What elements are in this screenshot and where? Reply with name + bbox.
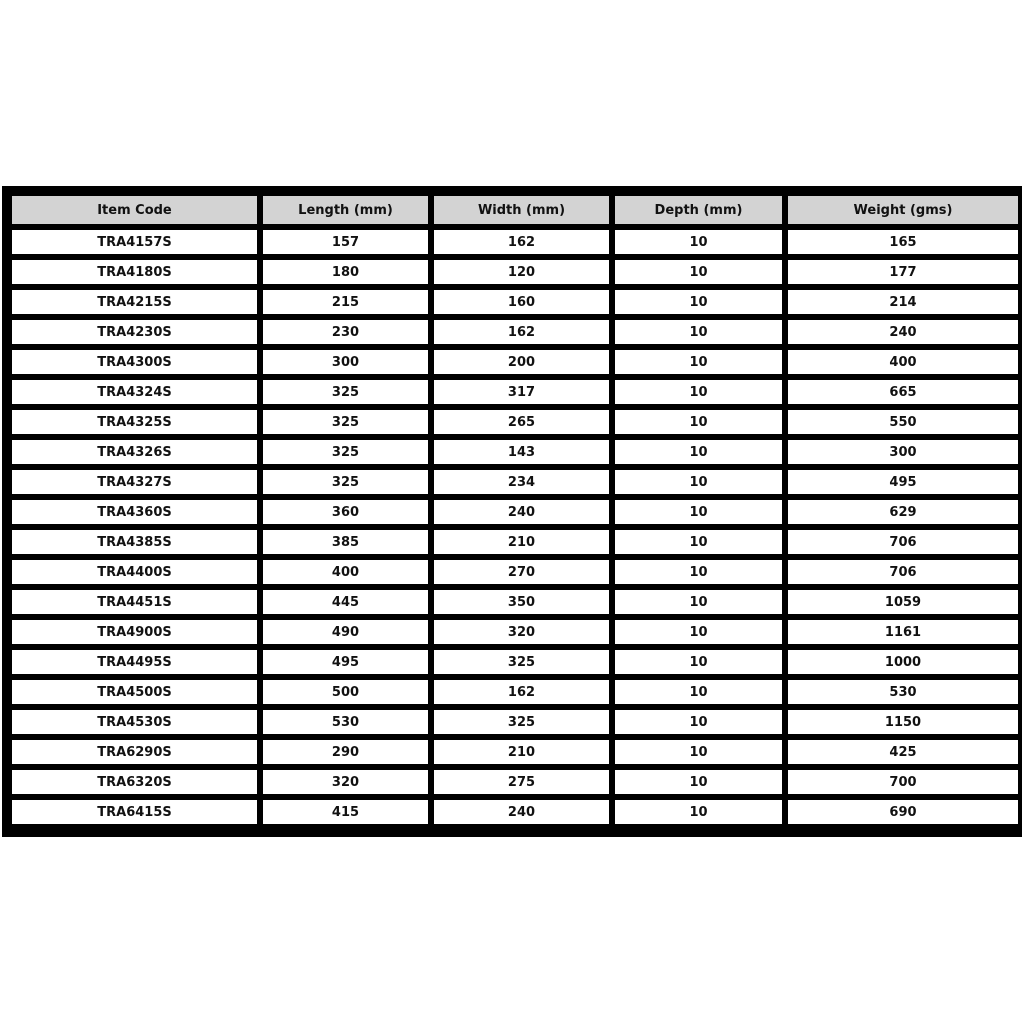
cell-item-code: TRA4360S <box>12 500 257 524</box>
cell-weight: 530 <box>788 680 1018 704</box>
cell-length: 320 <box>263 770 428 794</box>
cell-item-code: TRA4215S <box>12 290 257 314</box>
cell-item-code: TRA4385S <box>12 530 257 554</box>
cell-length: 400 <box>263 560 428 584</box>
cell-width: 265 <box>434 410 609 434</box>
cell-width: 234 <box>434 470 609 494</box>
cell-width: 270 <box>434 560 609 584</box>
cell-depth: 10 <box>615 710 782 734</box>
header-weight: Weight (gms) <box>788 196 1018 224</box>
cell-weight: 1059 <box>788 590 1018 614</box>
cell-item-code: TRA4326S <box>12 440 257 464</box>
cell-depth: 10 <box>615 770 782 794</box>
cell-item-code: TRA4495S <box>12 650 257 674</box>
cell-item-code: TRA4500S <box>12 680 257 704</box>
cell-width: 200 <box>434 350 609 374</box>
cell-item-code: TRA4400S <box>12 560 257 584</box>
header-length: Length (mm) <box>263 196 428 224</box>
header-depth: Depth (mm) <box>615 196 782 224</box>
cell-length: 495 <box>263 650 428 674</box>
cell-item-code: TRA4325S <box>12 410 257 434</box>
cell-length: 490 <box>263 620 428 644</box>
cell-item-code: TRA4327S <box>12 470 257 494</box>
cell-weight: 665 <box>788 380 1018 404</box>
cell-width: 240 <box>434 500 609 524</box>
cell-item-code: TRA4530S <box>12 710 257 734</box>
cell-length: 300 <box>263 350 428 374</box>
cell-depth: 10 <box>615 260 782 284</box>
product-dimensions-table <box>2 186 1022 837</box>
cell-length: 180 <box>263 260 428 284</box>
cell-width: 210 <box>434 530 609 554</box>
cell-depth: 10 <box>615 800 782 824</box>
table-grid <box>12 196 1016 830</box>
cell-depth: 10 <box>615 620 782 644</box>
cell-length: 230 <box>263 320 428 344</box>
cell-item-code: TRA4157S <box>12 230 257 254</box>
cell-width: 317 <box>434 380 609 404</box>
cell-depth: 10 <box>615 230 782 254</box>
cell-depth: 10 <box>615 470 782 494</box>
header-item-code: Item Code <box>12 196 257 224</box>
cell-length: 500 <box>263 680 428 704</box>
cell-width: 325 <box>434 650 609 674</box>
cell-depth: 10 <box>615 500 782 524</box>
cell-item-code: TRA6320S <box>12 770 257 794</box>
cell-depth: 10 <box>615 590 782 614</box>
cell-item-code: TRA6290S <box>12 740 257 764</box>
cell-width: 162 <box>434 230 609 254</box>
cell-weight: 165 <box>788 230 1018 254</box>
cell-depth: 10 <box>615 350 782 374</box>
cell-length: 215 <box>263 290 428 314</box>
cell-depth: 10 <box>615 560 782 584</box>
cell-depth: 10 <box>615 410 782 434</box>
cell-width: 275 <box>434 770 609 794</box>
cell-width: 162 <box>434 320 609 344</box>
cell-depth: 10 <box>615 440 782 464</box>
cell-length: 325 <box>263 380 428 404</box>
cell-length: 325 <box>263 440 428 464</box>
cell-length: 157 <box>263 230 428 254</box>
cell-item-code: TRA4324S <box>12 380 257 404</box>
cell-width: 160 <box>434 290 609 314</box>
cell-weight: 177 <box>788 260 1018 284</box>
cell-item-code: TRA4900S <box>12 620 257 644</box>
cell-depth: 10 <box>615 650 782 674</box>
cell-weight: 1000 <box>788 650 1018 674</box>
cell-width: 240 <box>434 800 609 824</box>
cell-weight: 706 <box>788 530 1018 554</box>
cell-weight: 690 <box>788 800 1018 824</box>
cell-length: 325 <box>263 470 428 494</box>
cell-weight: 700 <box>788 770 1018 794</box>
cell-depth: 10 <box>615 530 782 554</box>
cell-weight: 1150 <box>788 710 1018 734</box>
cell-weight: 1161 <box>788 620 1018 644</box>
cell-weight: 214 <box>788 290 1018 314</box>
cell-width: 325 <box>434 710 609 734</box>
cell-width: 210 <box>434 740 609 764</box>
cell-length: 290 <box>263 740 428 764</box>
cell-width: 162 <box>434 680 609 704</box>
cell-width: 143 <box>434 440 609 464</box>
cell-item-code: TRA4300S <box>12 350 257 374</box>
cell-weight: 550 <box>788 410 1018 434</box>
cell-length: 530 <box>263 710 428 734</box>
cell-item-code: TRA4451S <box>12 590 257 614</box>
cell-width: 120 <box>434 260 609 284</box>
cell-item-code: TRA4230S <box>12 320 257 344</box>
cell-weight: 706 <box>788 560 1018 584</box>
cell-weight: 425 <box>788 740 1018 764</box>
cell-length: 445 <box>263 590 428 614</box>
cell-weight: 300 <box>788 440 1018 464</box>
cell-length: 385 <box>263 530 428 554</box>
cell-item-code: TRA4180S <box>12 260 257 284</box>
cell-depth: 10 <box>615 380 782 404</box>
cell-depth: 10 <box>615 680 782 704</box>
cell-length: 360 <box>263 500 428 524</box>
cell-length: 415 <box>263 800 428 824</box>
cell-depth: 10 <box>615 740 782 764</box>
header-width: Width (mm) <box>434 196 609 224</box>
cell-width: 350 <box>434 590 609 614</box>
cell-depth: 10 <box>615 320 782 344</box>
cell-weight: 495 <box>788 470 1018 494</box>
cell-weight: 629 <box>788 500 1018 524</box>
cell-width: 320 <box>434 620 609 644</box>
cell-depth: 10 <box>615 290 782 314</box>
cell-length: 325 <box>263 410 428 434</box>
cell-weight: 240 <box>788 320 1018 344</box>
cell-weight: 400 <box>788 350 1018 374</box>
cell-item-code: TRA6415S <box>12 800 257 824</box>
